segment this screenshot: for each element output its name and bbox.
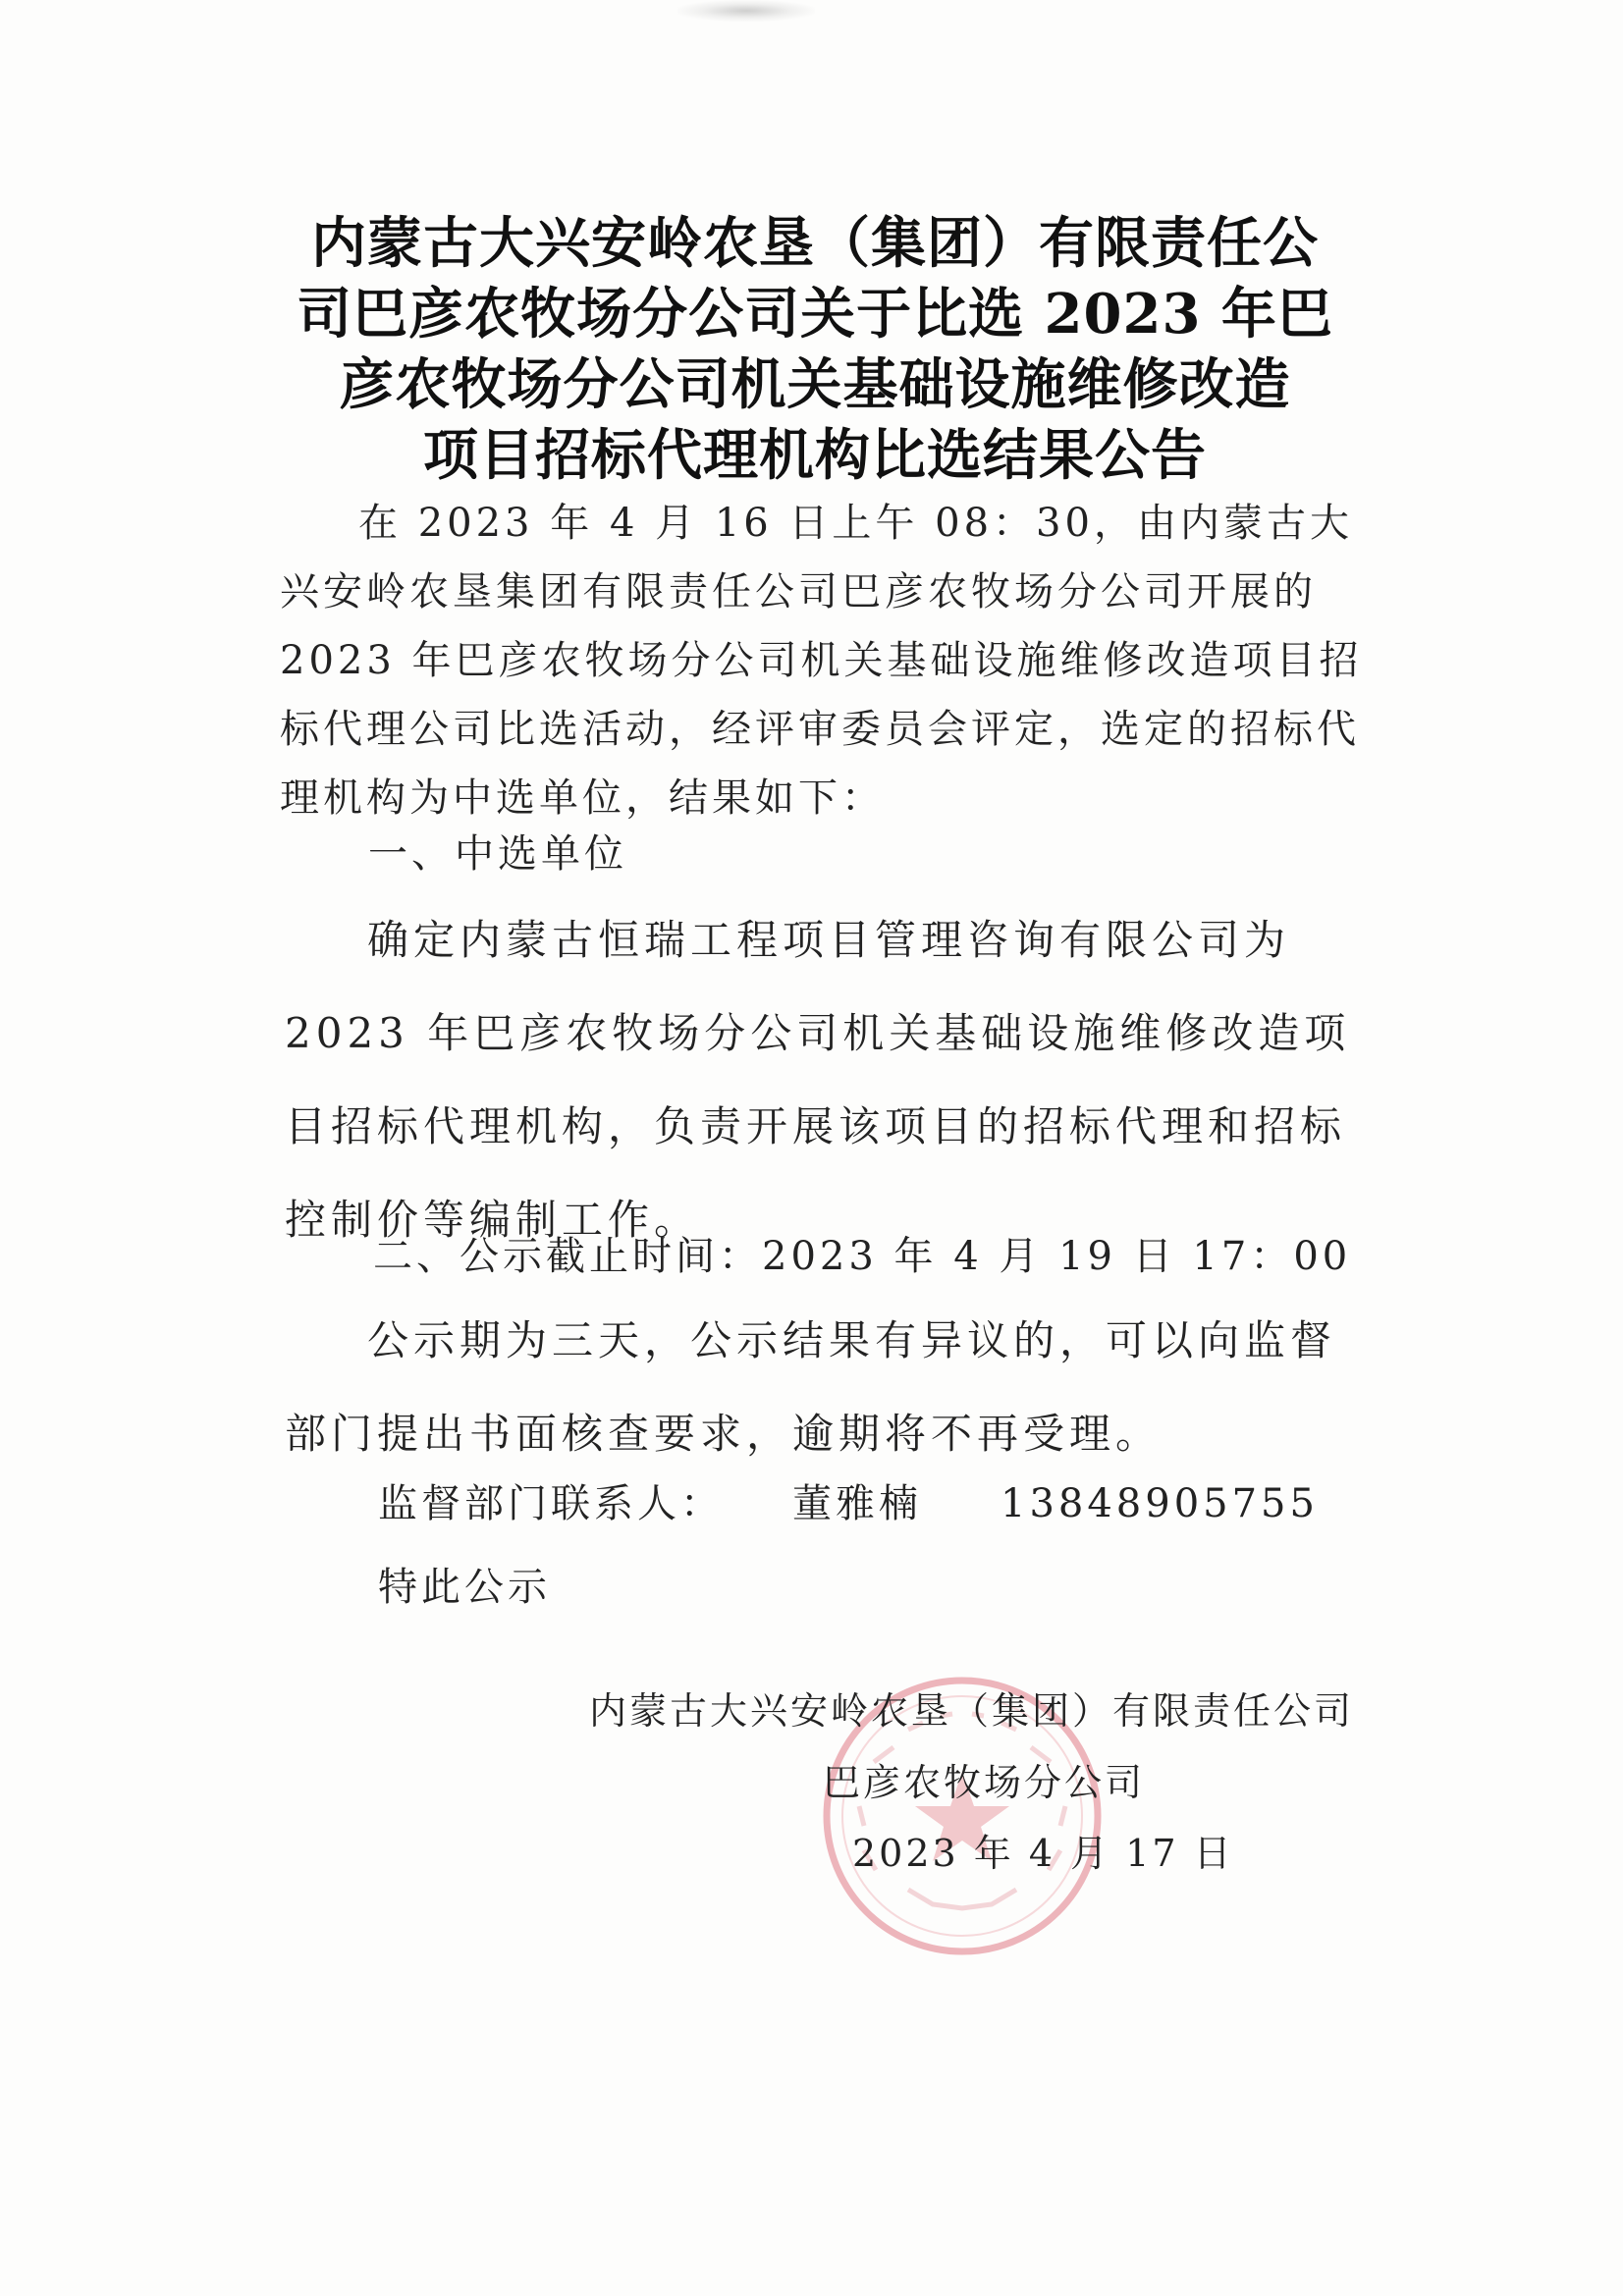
signature-org-line2: 巴彦农牧场分公司 xyxy=(823,1761,1146,1804)
signature-date: 2023 年 4 月 17 日 xyxy=(852,1832,1234,1875)
signature-org-line1: 内蒙古大兴安岭农垦（集团）有限责任公司 xyxy=(589,1689,1355,1733)
title-line: 司巴彦农牧场分公司关于比选 2023 年巴 xyxy=(297,282,1333,347)
title-line: 项目招标代理机构比选结果公告 xyxy=(423,423,1207,488)
scan-artifact xyxy=(677,0,815,22)
document-title xyxy=(265,208,1365,491)
contact-line xyxy=(378,1472,1319,1528)
title-line: 彦农牧场分公司机关基础设施维修改造 xyxy=(339,352,1291,417)
contact-name: 董雅楠 xyxy=(792,1481,922,1526)
title-line: 内蒙古大兴安岭农垦（集团）有限责任公 xyxy=(311,211,1319,276)
section2-body: 公示期为三天，公示结果有异议的，可以向监督部门提出书面核查要求，逾期将不再受理。 xyxy=(285,1316,1337,1458)
closing-text: 特此公示 xyxy=(378,1565,551,1610)
section1-body: 确定内蒙古恒瑞工程项目管理咨询有限公司为 2023 年巴彦农牧场分公司机关基础设施维修改造项目招标代理机构，负责开展该项目的招标代理和招标控制价等编制工作。 xyxy=(285,916,1351,1244)
section1-heading: 一、中选单位 xyxy=(368,831,627,877)
intro-paragraph: 在 2023 年 4 月 16 日上午 08：30，由内蒙古大兴安岭农垦集团有限责任公司巴彦农牧场分公司开展的 2023 年巴彦农牧场分公司机关基础设施维修改造项目招标代理公司比选活动，经评审委员会评定，选定的招标代理机构为中选单位，结果如下： xyxy=(280,501,1363,821)
contact-label: 监督部门联系人： xyxy=(378,1481,724,1526)
contact-phone: 13848905755 xyxy=(1001,1481,1319,1526)
section2-heading: 二、公示截止时间：2023 年 4 月 19 日 17：00 xyxy=(373,1234,1352,1279)
